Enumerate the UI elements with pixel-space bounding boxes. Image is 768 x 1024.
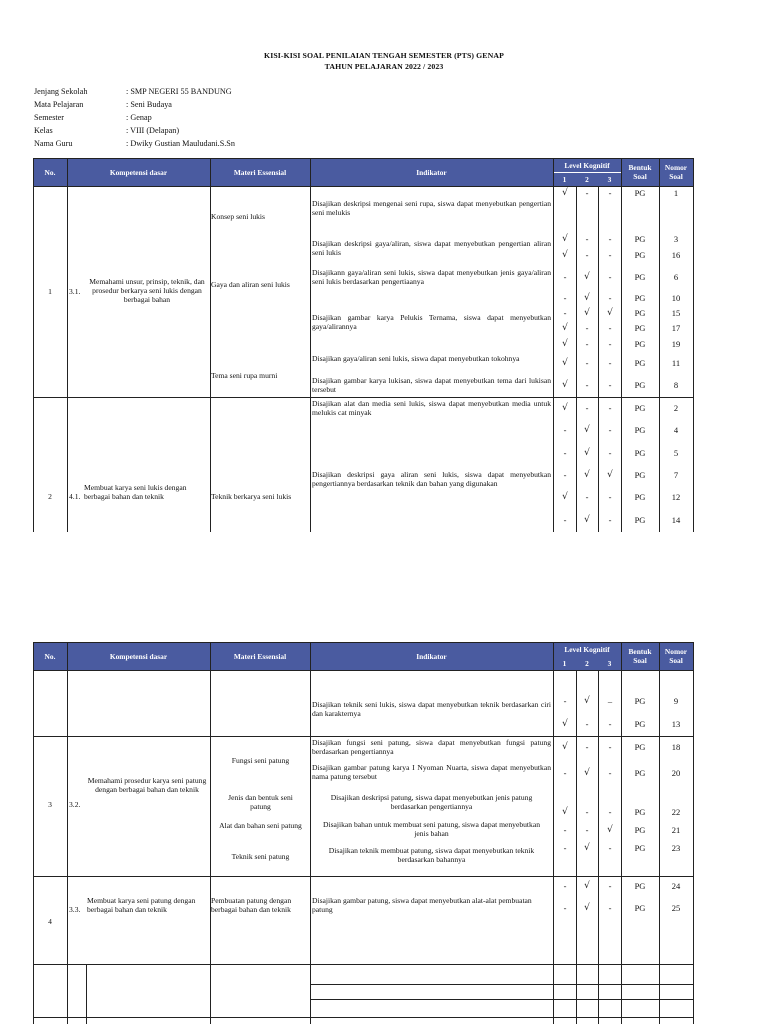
level-2-mark: - — [585, 403, 589, 413]
bentuk-soal-cell: PG — [634, 470, 646, 480]
header-materi: Materi Essensial — [210, 158, 310, 186]
row-number: 3 — [48, 800, 52, 809]
level-3-mark: - — [608, 234, 612, 244]
level-1-mark: - — [563, 448, 567, 458]
header-bentuk: Bentuk Soal — [621, 642, 659, 670]
level-3-mark: - — [608, 358, 612, 368]
materi-item: Teknik seni patung — [231, 852, 290, 861]
bentuk-soal-cell: PG — [634, 807, 646, 817]
materi-item: Teknik berkarya seni lukis — [211, 492, 292, 501]
materi-item: Pembuatan patung dengan berbagai bahan dan teknik — [211, 896, 292, 914]
level-2-mark: √ — [584, 293, 590, 303]
level-3-mark: - — [608, 807, 612, 817]
meta-label-semester: Semester — [34, 113, 65, 122]
level-1-mark: - — [563, 903, 567, 913]
level-3-mark: - — [608, 881, 612, 891]
level-1-mark: √ — [562, 403, 568, 413]
kd-number: 3.2. — [69, 800, 81, 809]
nomor-soal-cell: 6 — [673, 272, 679, 282]
bentuk-soal-cell: PG — [634, 768, 646, 778]
level-3-mark: - — [608, 250, 612, 260]
bentuk-soal-cell: PG — [634, 323, 646, 333]
kd-text: Membuat karya seni patung dengan berbagai bahan dan teknik — [87, 896, 196, 914]
document-page-2 — [0, 532, 768, 1024]
nomor-soal-cell: 2 — [673, 403, 679, 413]
meta-label-class: Kelas — [34, 126, 53, 135]
nomor-soal-cell: 12 — [671, 492, 681, 502]
header-nomor: Nomor Soal — [659, 642, 693, 670]
level-1-mark: √ — [562, 188, 568, 198]
nomor-soal-cell: 7 — [673, 470, 679, 480]
level-2-mark: √ — [584, 515, 590, 525]
nomor-soal-cell: 20 — [671, 768, 681, 778]
level-1-mark: - — [563, 293, 567, 303]
indikator-text: Disajikan gambar karya lukisan, siswa dapat menyebutkan tema dari lukisan tersebut — [312, 376, 551, 394]
meta-label-teacher: Nama Guru — [34, 139, 73, 148]
level-3-mark: √ — [607, 470, 613, 480]
materi-item: Fungsi seni patung — [231, 756, 290, 765]
kd-number: 4.1. — [69, 492, 81, 501]
indikator-text: Disajikan teknik membuat patung, siswa dapat menyebutkan teknik berdasarkan bahannya — [328, 846, 535, 864]
level-3-mark: √ — [607, 308, 613, 318]
level-2-mark: - — [585, 339, 589, 349]
nomor-soal-cell: 14 — [671, 515, 681, 525]
level-3-mark: - — [608, 719, 612, 729]
bentuk-soal-cell: PG — [634, 358, 646, 368]
nomor-soal-cell: 24 — [671, 881, 681, 891]
document-subtitle: TAHUN PELAJARAN 2022 / 2023 — [324, 62, 444, 71]
indikator-text: Disajikan gaya/aliran seni lukis, siswa dapat menyebutkan tokohnya — [312, 354, 520, 363]
level-2-mark: √ — [584, 272, 590, 282]
level-2-mark: - — [585, 188, 589, 198]
level-1-mark: √ — [562, 250, 568, 260]
level-2-mark: √ — [584, 843, 590, 853]
nomor-soal-cell: 3 — [673, 234, 679, 244]
nomor-soal-cell: 23 — [671, 843, 681, 853]
indikator-text: Disajikan deskripsi gaya aliran seni lukis, siswa dapat menyebutkan pengertiannya berdasarkan teknik dan bahan yang digunakan — [312, 470, 551, 488]
level-3-mark: – — [607, 696, 613, 706]
level-1-mark: √ — [562, 807, 568, 817]
nomor-soal-cell: 8 — [673, 380, 679, 390]
level-3-mark: - — [608, 293, 612, 303]
level-2-mark: - — [585, 807, 589, 817]
level-3-mark: - — [608, 492, 612, 502]
level-1-mark: - — [563, 272, 567, 282]
level-3-mark: √ — [607, 825, 613, 835]
header-kompetensi: Kompetensi dasar — [67, 642, 210, 670]
level-2-mark: - — [585, 825, 589, 835]
level-2-mark: - — [585, 492, 589, 502]
header-no: No. — [33, 642, 67, 670]
header-kompetensi: Kompetensi dasar — [67, 158, 210, 186]
kd-text: Memahami unsur, prinsip, teknik, dan prosedur berkarya seni lukis dengan berbagai bahan — [89, 277, 205, 304]
header-level: Level Kognitif — [553, 158, 621, 172]
nomor-soal-cell: 19 — [671, 339, 681, 349]
level-1-mark: - — [563, 308, 567, 318]
nomor-soal-cell: 5 — [673, 448, 679, 458]
header-level-1: 1 — [553, 172, 576, 186]
kd-text: Membuat karya seni lukis dengan berbagai bahan dan teknik — [84, 483, 187, 501]
nomor-soal-cell: 18 — [671, 742, 681, 752]
header-level-2: 2 — [576, 172, 598, 186]
nomor-soal-cell: 22 — [671, 807, 681, 817]
bentuk-soal-cell: PG — [634, 881, 646, 891]
bentuk-soal-cell: PG — [634, 234, 646, 244]
header-indikator: Indikator — [310, 158, 553, 186]
level-3-mark: - — [608, 742, 612, 752]
meta-label-school: Jenjang Sekolah — [34, 87, 88, 96]
level-2-mark: - — [585, 742, 589, 752]
level-1-mark: - — [563, 470, 567, 480]
bentuk-soal-cell: PG — [634, 250, 646, 260]
bentuk-soal-cell: PG — [634, 825, 646, 835]
kd-number: 3.3. — [69, 905, 81, 914]
level-1-mark: √ — [562, 380, 568, 390]
level-1-mark: √ — [562, 234, 568, 244]
nomor-soal-cell: 16 — [671, 250, 681, 260]
level-2-mark: √ — [584, 881, 590, 891]
kd-text: Memahami prosedur karya seni patung dengan berbagai bahan dan teknik — [87, 776, 207, 794]
row-number: 4 — [48, 917, 52, 926]
level-2-mark: √ — [584, 903, 590, 913]
level-1-mark: √ — [562, 719, 568, 729]
level-2-mark: - — [585, 380, 589, 390]
header-level: Level Kognitif — [553, 642, 621, 656]
materi-item: Gaya dan aliran seni lukis — [211, 280, 290, 289]
indikator-text: Disajikan gambar karya Pelukis Ternama, siswa dapat menyebutkan gaya/alirannya — [312, 313, 551, 331]
indikator-text: Disajikan teknik seni lukis, siswa dapat menyebutkan teknik berdasarkan ciri dan karakternya — [312, 700, 551, 718]
bentuk-soal-cell: PG — [634, 742, 646, 752]
nomor-soal-cell: 21 — [671, 825, 681, 835]
indikator-text: Disajikan deskripsi gaya/aliran, siswa dapat menyebutkan pengertian aliran seni lukis — [312, 239, 551, 257]
nomor-soal-cell: 10 — [671, 293, 681, 303]
header-level-3: 3 — [598, 172, 621, 186]
indikator-text: Disajikan gambar patung karya I Nyoman Nuarta, siswa dapat menyebutkan nama patung tersebut — [312, 763, 551, 781]
level-1-mark: √ — [562, 339, 568, 349]
level-2-mark: √ — [584, 308, 590, 318]
level-1-mark: √ — [562, 323, 568, 333]
row-number: 2 — [48, 492, 52, 501]
materi-item: Konsep seni lukis — [211, 212, 265, 221]
bentuk-soal-cell: PG — [634, 380, 646, 390]
level-2-mark: - — [585, 234, 589, 244]
level-2-mark: - — [585, 358, 589, 368]
header-materi: Materi Essensial — [210, 642, 310, 670]
level-2-mark: - — [585, 250, 589, 260]
header-level-3: 3 — [598, 656, 621, 670]
header-indikator: Indikator — [310, 642, 553, 670]
level-2-mark: - — [585, 719, 589, 729]
header-bentuk: Bentuk Soal — [621, 158, 659, 186]
level-1-mark: √ — [562, 358, 568, 368]
nomor-soal-cell: 17 — [671, 323, 681, 333]
meta-value-class: : VIII (Delapan) — [126, 126, 180, 135]
level-1-mark: - — [563, 881, 567, 891]
nomor-soal-cell: 13 — [671, 719, 681, 729]
nomor-soal-cell: 4 — [673, 425, 679, 435]
header-level-1: 1 — [553, 656, 576, 670]
header-level-2: 2 — [576, 656, 598, 670]
materi-item: Tema seni rupa murni — [211, 371, 278, 380]
level-1-mark: - — [563, 825, 567, 835]
bentuk-soal-cell: PG — [634, 308, 646, 318]
indikator-text: Disajikann gaya/aliran seni lukis, siswa dapat menyebutkan jenis gaya/aliran seni lukis berdasarkan pengertiaanya — [312, 268, 551, 286]
bentuk-soal-cell: PG — [634, 515, 646, 525]
meta-value-teacher: : Dwiky Gustian Mauludani.S.Sn — [126, 139, 235, 148]
indikator-text: Disajikan deskripsi mengenai seni rupa, siswa dapat menyebutkan pengertian seni melukis — [312, 199, 551, 217]
meta-label-subject: Mata Pelajaran — [34, 100, 84, 109]
nomor-soal-cell: 9 — [673, 696, 679, 706]
bentuk-soal-cell: PG — [634, 293, 646, 303]
level-1-mark: - — [563, 843, 567, 853]
level-2-mark: √ — [584, 470, 590, 480]
level-2-mark: √ — [584, 768, 590, 778]
level-3-mark: - — [608, 768, 612, 778]
nomor-soal-cell: 1 — [673, 188, 679, 198]
level-1-mark: - — [563, 515, 567, 525]
bentuk-soal-cell: PG — [634, 903, 646, 913]
bentuk-soal-cell: PG — [634, 492, 646, 502]
level-3-mark: - — [608, 339, 612, 349]
kd-number: 3.1. — [69, 287, 81, 296]
bentuk-soal-cell: PG — [634, 696, 646, 706]
meta-value-subject: : Seni Budaya — [126, 100, 172, 109]
level-2-mark: √ — [584, 448, 590, 458]
level-3-mark: - — [608, 448, 612, 458]
row-number: 1 — [48, 287, 52, 296]
bentuk-soal-cell: PG — [634, 272, 646, 282]
header-no: No. — [33, 158, 67, 186]
bentuk-soal-cell: PG — [634, 188, 646, 198]
nomor-soal-cell: 15 — [671, 308, 681, 318]
level-1-mark: √ — [562, 742, 568, 752]
bentuk-soal-cell: PG — [634, 425, 646, 435]
indikator-text: Disajikan fungsi seni patung, siswa dapat menyebutkan fungsi patung berdasarkan pengertiannya — [312, 738, 551, 756]
bentuk-soal-cell: PG — [634, 448, 646, 458]
materi-item: Alat dan bahan seni patung — [219, 821, 302, 830]
indikator-text: Disajikan alat dan media seni lukis, siswa dapat menyebutkan media untuk melukis cat minyak — [312, 399, 551, 417]
bentuk-soal-cell: PG — [634, 843, 646, 853]
indikator-text: Disajikan gambar patung, siswa dapat menyebutkan alat-alat pembuatan patung — [312, 896, 532, 914]
level-3-mark: - — [608, 515, 612, 525]
level-1-mark: - — [563, 696, 567, 706]
nomor-soal-cell: 25 — [671, 903, 681, 913]
indikator-text: Disajikan deskripsi patung, siswa dapat menyebutkan jenis patung berdasarkan pengertiannya — [330, 793, 533, 811]
level-2-mark: - — [585, 323, 589, 333]
header-nomor: Nomor Soal — [659, 158, 693, 186]
level-3-mark: - — [608, 425, 612, 435]
level-3-mark: - — [608, 323, 612, 333]
indikator-text: Disajikan bahan untuk membuat seni patung, siswa dapat menyebutkan jenis bahan — [322, 820, 540, 838]
level-2-mark: √ — [584, 425, 590, 435]
level-3-mark: - — [608, 188, 612, 198]
level-3-mark: - — [608, 380, 612, 390]
level-2-mark: √ — [584, 696, 590, 706]
materi-item: Jenis dan bentuk seni patung — [228, 793, 293, 811]
level-3-mark: - — [608, 272, 612, 282]
bentuk-soal-cell: PG — [634, 339, 646, 349]
level-3-mark: - — [608, 843, 612, 853]
meta-value-semester: : Genap — [126, 113, 152, 122]
level-1-mark: - — [563, 768, 567, 778]
level-3-mark: - — [608, 903, 612, 913]
nomor-soal-cell: 11 — [671, 358, 681, 368]
meta-value-school: : SMP NEGERI 55 BANDUNG — [126, 87, 232, 96]
document-title: KISI-KISI SOAL PENILAIAN TENGAH SEMESTER (PTS) GENAP — [264, 51, 504, 60]
level-1-mark: √ — [562, 492, 568, 502]
bentuk-soal-cell: PG — [634, 403, 646, 413]
level-3-mark: - — [608, 403, 612, 413]
level-1-mark: - — [563, 425, 567, 435]
bentuk-soal-cell: PG — [634, 719, 646, 729]
